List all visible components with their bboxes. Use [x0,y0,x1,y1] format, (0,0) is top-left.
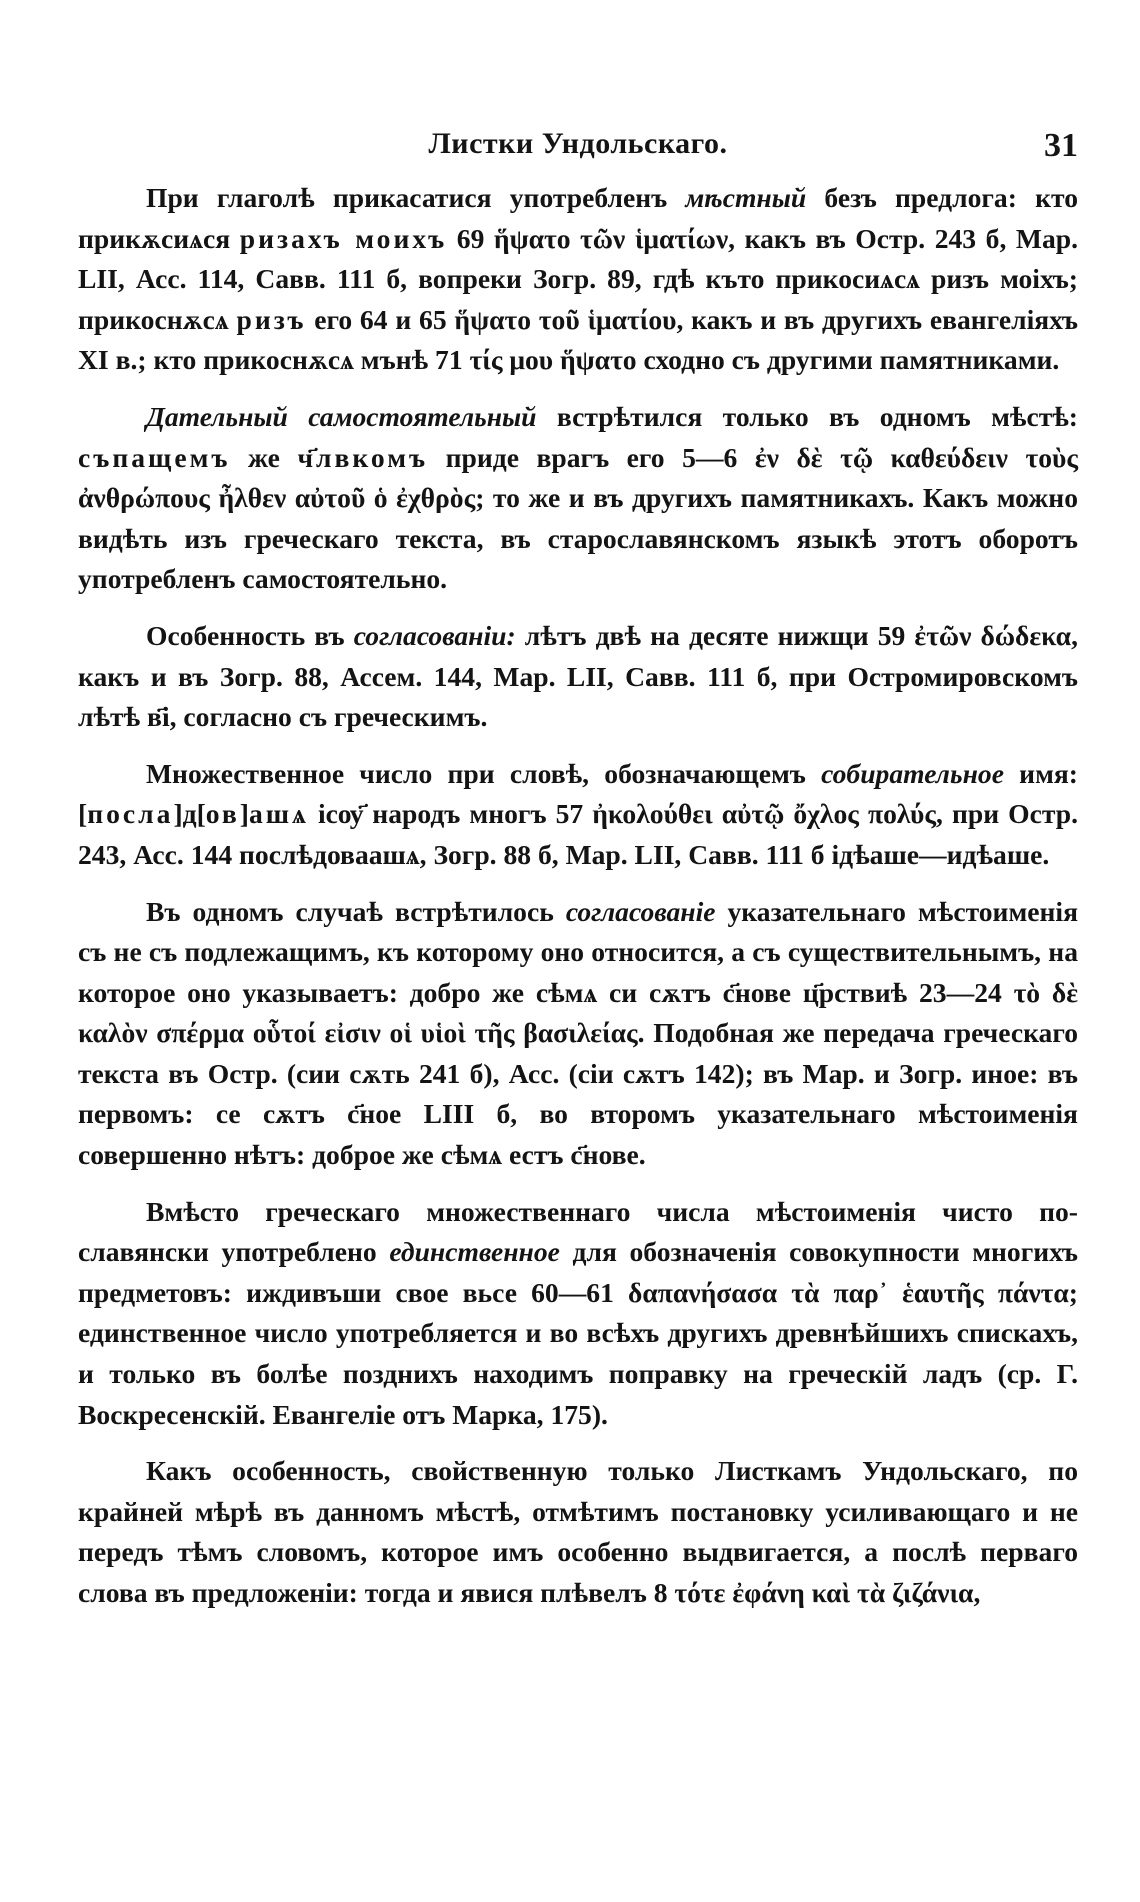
italic-term: единственное [389,1236,560,1268]
text-run: Множественное число при словѣ, обозначающемъ [146,757,822,789]
running-title: Листки Ундольскаго. [428,127,728,160]
italic-term: согласованіи: [353,619,516,651]
text-run: его 64 и 65 ἥψατο τοῦ ἱματίου, какъ и въ другихъ евангеліяхъ XI в.; кто прикоснѫсѧ мънѣ 71 τίς μου ἥψατο сходно съ другими памятниками. [78,303,1078,376]
text-run: Какъ особенность, свойственную только Листкамъ Ундольскаго, по крайней мѣрѣ въ данномъ мѣстѣ, отмѣтимъ постановку усиливающаго и не передъ тѣмъ словомъ, которое имъ особенно выдвигается, а послѣ перваго слова въ предложеніи: тогда и явися плѣвелъ 8 τότε ἐφάνη καὶ τὰ ζιζάνια, [78,1455,1078,1608]
paragraph [78,754,1078,876]
paragraph [78,616,1078,738]
text-run: приде врагъ его 5—6 ἐν δὲ τῷ καθεύδειν τοὺς ἀνθρώπους ἦλθεν αὐτοῦ ὁ ἐχθρὸς; то же и въ другихъ памятникахъ. Какъ можно видѣть изъ греческаго текста, въ старославянскомъ языкѣ этотъ оборотъ употребленъ самостоятельно. [78,441,1078,595]
italic-term: Дательный самостоятельный [146,400,537,432]
text-run: Въ одномъ случаѣ встрѣтилось [146,895,566,927]
text-run: лѣтъ двѣ на десяте нижщи 59 ἐτῶν δώδεκα, какъ и въ Зогр. 88, Ассем. 144, Мар. LII, Савв. 111 б, при Остромировскомъ лѣтѣ в҃і, согласно съ греческимъ. [78,619,1078,733]
spaced-word: съпащемъ [78,441,231,473]
text-run: встрѣтился только въ одномъ мѣстѣ: [536,400,1078,432]
text-run: ісѹ҃ народъ многъ 57 ἠκολούθει αὐτῷ ὄχλος πολύς, при Остр. 243, Асс. 144 послѣдоваашѧ, Зогр. 88 б, Мар. LII, Савв. 111 б ідѣаше—идѣаше. [78,798,1078,870]
text-run: 69 ἥψατο τῶν ἱματίων, какъ въ Остр. 243 б, Мар. LII, Асс. 114, Савв. 111 б, вопреки Зогр. 89, гдѣ къто прикосиѧсѧ ризъ моіхъ; прикоснѫсѧ [78,222,1078,335]
body-text [78,178,1078,1630]
page-number: 31 [1044,127,1078,164]
spaced-word: ов [205,798,240,830]
text-run: Вмѣсто греческаго множественнаго числа мѣстоименія чисто по-славянски употреблено [78,1195,1078,1268]
italic-term: собирательное [821,757,1004,789]
paragraph [78,178,1078,381]
italic-term: мѣстный [685,182,807,213]
paragraph [78,1192,1078,1436]
spaced-word: ризъ [236,303,307,335]
paragraph [78,892,1078,1176]
spaced-word: ризахъ моихъ [239,222,448,254]
text-run: безъ предлога: кто прикѫсиѧся [78,182,1078,254]
text-run: Особенность въ [146,619,354,651]
spaced-word: посла [87,798,174,830]
spaced-word: ашѧ [249,798,309,830]
italic-term: согласованіе [565,895,716,927]
running-head [78,127,1078,167]
text-run: ] [239,798,249,830]
text-run: При глаголѣ прикасатися употребленъ [146,182,686,213]
text-run: имя: [ [78,757,1078,830]
text-run: же [230,441,298,473]
text-run: для обозначенія совокупности многихъ предметовъ: иждивъши свое вьсе 60—61 δαπανήσασα τὰ παρ᾽ ἑαυτῆς πάντα; единственное число употребляется и во всѣхъ другихъ древнѣйшихъ спискахъ, и только въ болѣе позднихъ находимъ поправку на греческій ладъ (ср. Г. Воскресенскій. Евангеліе отъ Марка, 175). [78,1236,1078,1430]
paragraph [78,1451,1078,1613]
text-run: ]д[ [173,798,206,830]
paragraph [78,397,1078,600]
spaced-word: ч҃лвкомъ [297,441,429,473]
text-run: указательнаго мѣстоименія съ не съ подлежащимъ, къ которому оно относится, а съ существительнымъ, на которое оно указываетъ: добро же сѣмѧ си сѫтъ с҃нове ц҃рствиѣ 23—24 τὸ δὲ καλὸν σπέρμα οὗτοί εἰσιν οἱ υἱοὶ τῆς βασιλείας. Подобная же передача греческаго текста въ Остр. (сии сѫть 241 б), Асс. (сіи сѫтъ 142); въ Мар. и Зогр. иное: въ первомъ: се сѫтъ с҃ное LIII б, во второмъ указательнаго мѣстоименія совершенно нѣтъ: доброе же сѣмѧ естъ с҃нове. [78,895,1078,1171]
